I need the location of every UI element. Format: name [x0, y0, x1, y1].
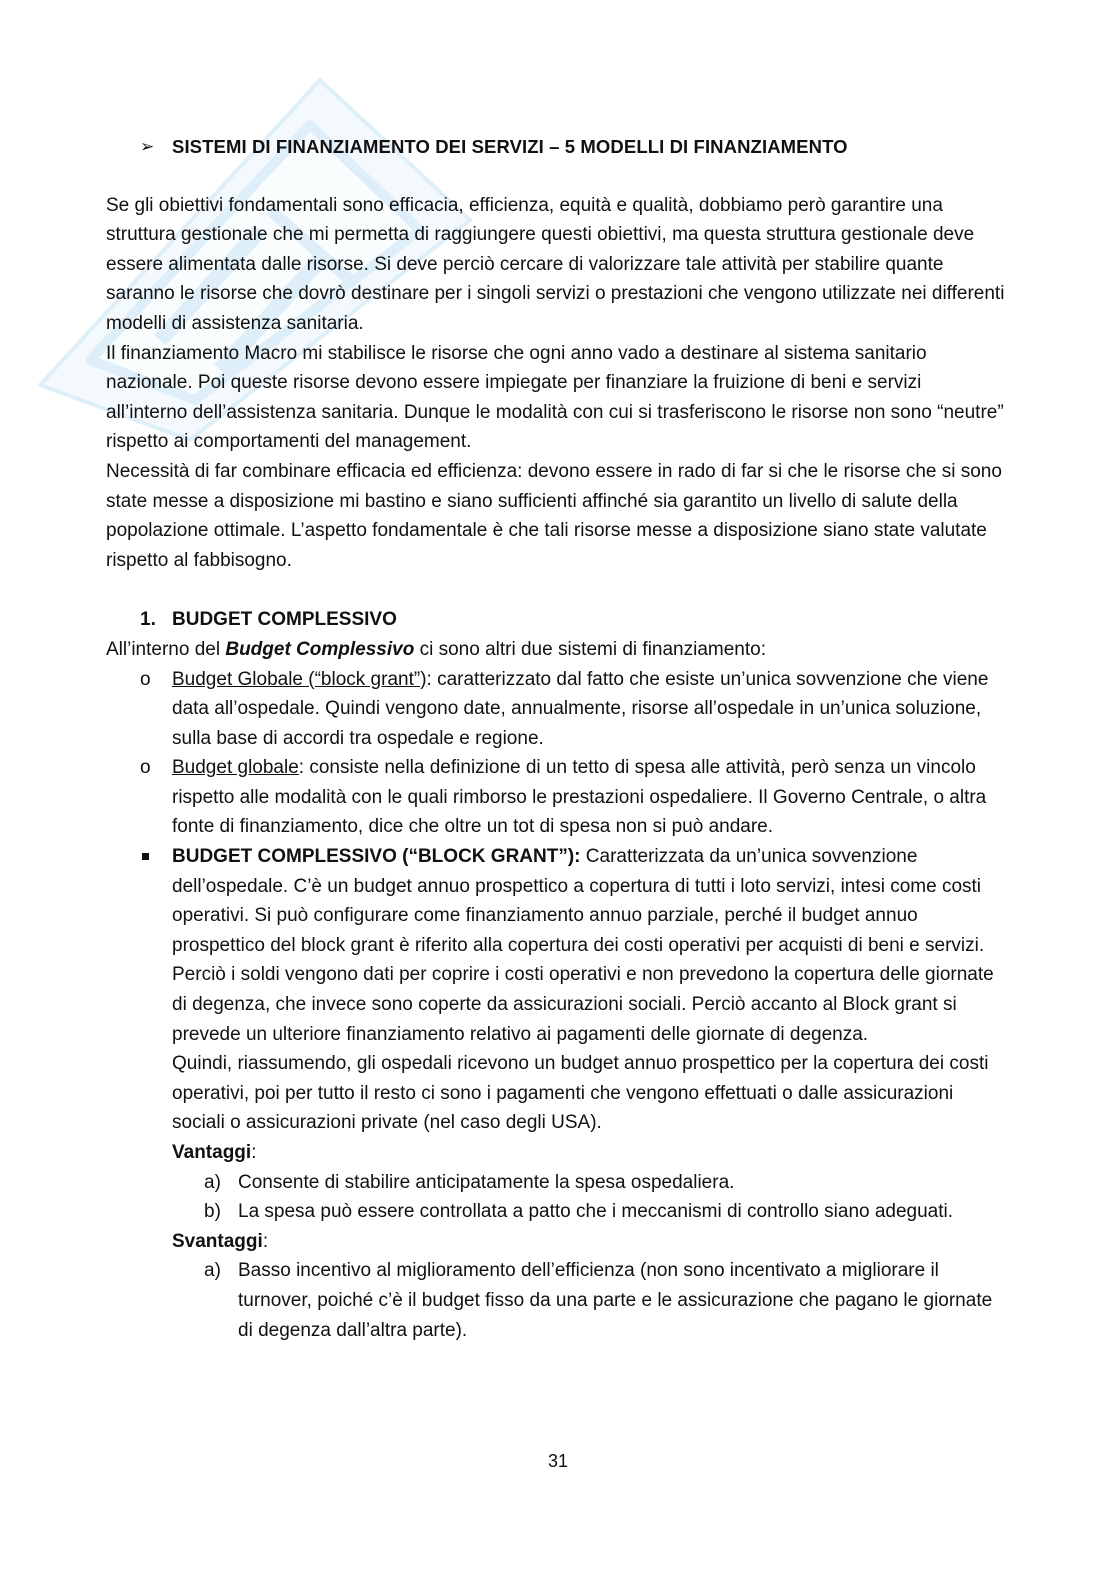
- heading-number: 1.: [140, 609, 156, 631]
- numbered-heading-budget-complessivo: [106, 605, 1006, 635]
- document-body: [106, 132, 1006, 1345]
- arrow-bullet-icon: ➢: [140, 137, 155, 156]
- vantaggi-label: Vantaggi:: [172, 1142, 257, 1163]
- heading-title: BUDGET COMPLESSIVO: [172, 609, 397, 631]
- vantaggi-item-a: a) Consente di stabilire anticipatamente la spesa ospedaliera.: [204, 1171, 735, 1193]
- list-item-term: Budget globale: [172, 757, 299, 779]
- intro-paragraph-1: Se gli obiettivi fondamentali sono efficacia, efficienza, equità e qualità, dobbiamo però garantire una struttura gestionale che mi permetta di raggiungere questi obiettivi, ma questa struttura gestionale deve essere alimentata dalle risorse. Si deve perciò cercare di valorizzare tale attività per stabilire quante saranno le risorse che dovrò destinare per i singoli servizi o prestazioni che vengono utilizzate nei differenti modelli di assistenza sanitaria.: [106, 194, 1005, 334]
- list-item-budget-globale-block-grant: [106, 665, 1006, 754]
- intro-paragraph-2: Il finanziamento Macro mi stabilisce le risorse che ogni anno vado a destinare al sistema sanitario nazionale. Poi queste risorse devono essere impiegate per finanziare la fruizione di beni e servizi all’interno dell’assistenza sanitaria. Dunque le modalità con cui si trasferiscono le risorse non sono “neutre” rispetto ai comportamenti del management.: [106, 342, 1004, 453]
- intro-paragraph-3: Necessità di far combinare efficacia ed efficienza: devono essere in rado di far si che le risorse che si sono state messe a disposizione mi bastino e siano sufficienti affinché sia garantito un livello di salute della popolazione ottimale. L’aspetto fondamentale è che tali risorse messe a disposizione siano state valutate rispetto al fabbisogno.: [106, 460, 1002, 571]
- block-grant-title: BUDGET COMPLESSIVO (“BLOCK GRANT”):: [172, 846, 581, 868]
- section-heading-text: SISTEMI DI FINANZIAMENTO DEI SERVIZI – 5 MODELLI DI FINANZIAMENTO: [172, 136, 848, 157]
- list-item-block-grant: [106, 842, 1006, 1049]
- list-item-text: : consiste nella definizione di un tetto di spesa alle attività, però senza un vincolo rispetto alle modalità con le quali rimborso le prestazioni ospedaliere. Il Governo Centrale, o altra fonte di finanziamento, dice che oltre un tot di spesa non si può andare.: [172, 757, 987, 838]
- circle-bullet-icon: o: [140, 668, 151, 690]
- page-number: 31: [547, 1451, 569, 1471]
- list-item-text: : caratterizzato dal fatto che esiste un’unica sovvenzione che viene data all’ospedale. Quindi vengono date, annualmente, risorse all’ospedale in un’unica soluzione, sulla base di accordi tra ospedale e regione.: [172, 668, 989, 749]
- lead-bold-term: Budget Complessivo: [225, 638, 415, 660]
- block-grant-text: Caratterizzata da un’unica sovvenzione dell’ospedale. C’è un budget annuo prospettico a copertura di tutti i loto servizi, intesi come costi operativi. Si può configurare come finanziamento annuo parziale, perché il budget annuo prospettico del block grant è riferito alla copertura dei costi operativi per acquisti di beni e servizi. Perciò i soldi vengono dati per coprire i costi operativi e non prevedono la copertura delle giornate di degenza, che invece sono coperte da assicurazioni sociali. Perciò accanto al Block grant si prevede un ulteriore finanziamento relativo ai pagamenti delle giornate di degenza.: [172, 846, 994, 1045]
- block-grant-summary: Quindi, riassumendo, gli ospedali ricevono un budget annuo prospettico per la copertura dei costi operativi, poi per tutto il resto ci sono i pagamenti che vengono effettuati o dalle assicurazioni sociali o assicurazioni private (nel caso degli USA).: [172, 1053, 989, 1134]
- circle-bullet-icon: o: [140, 757, 151, 779]
- section-heading: [106, 132, 1006, 162]
- section-lead: All’interno del Budget Complessivo ci sono altri due sistemi di finanziamento:: [106, 638, 766, 660]
- vantaggi-item-b: b) La spesa può essere controllata a patto che i meccanismi di controllo siano adeguati.: [204, 1201, 954, 1223]
- svantaggi-label: Svantaggi:: [172, 1230, 269, 1252]
- list-item-budget-globale: [106, 753, 1006, 842]
- square-bullet-icon: [142, 853, 149, 860]
- list-item-term: Budget Globale (“block grant”): [172, 668, 427, 690]
- svantaggi-item-a: a) Basso incentivo al miglioramento dell’efficienza (non sono incentivato a migliorare il turnover, poiché c’è il budget fisso da una parte e le assicurazione che pagano le giornate di degenza dall’altra parte).: [204, 1260, 993, 1341]
